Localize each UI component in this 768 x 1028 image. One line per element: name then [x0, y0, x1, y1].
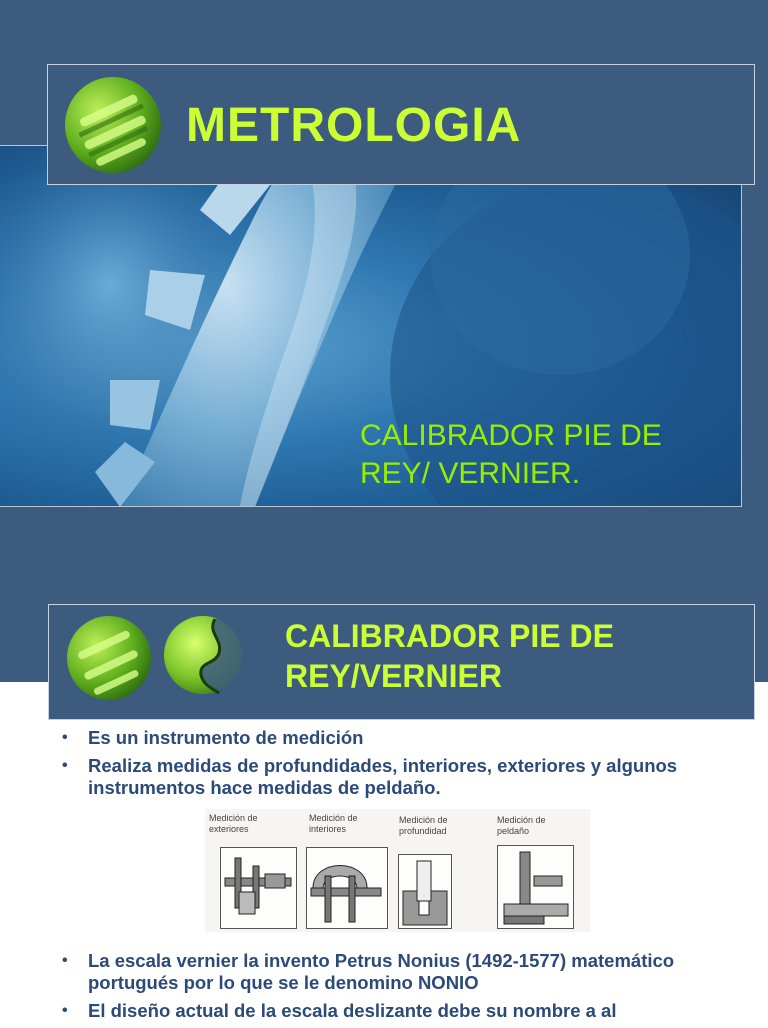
- figure-label: Medición de profundidad: [399, 815, 448, 836]
- slide-title: METROLOGIA: [186, 99, 522, 152]
- depth-measurement-drawing: [398, 854, 452, 929]
- bullet-icon: •: [62, 757, 68, 774]
- bullet-list: [62, 950, 752, 1028]
- interior-measurement-drawing: [306, 847, 388, 929]
- figure-label: Medición de interiores: [309, 813, 358, 834]
- caliper-exterior-icon: [221, 848, 296, 928]
- figure-label: Medición de exteriores: [209, 813, 258, 834]
- figure-label: Medición de peldaño: [497, 815, 546, 836]
- bullet-list: [62, 727, 752, 805]
- green-gear-tooth-icon: [163, 615, 243, 695]
- bullet-text: Realiza medidas de profundidades, interiores, exteriores y algunos instrumentos hace medidas de peldaño.: [88, 755, 678, 798]
- caliper-step-icon: [498, 846, 573, 928]
- caliper-interior-icon: [307, 848, 387, 928]
- bullet-item: [62, 727, 752, 749]
- green-gear-icon: [64, 76, 162, 174]
- bullet-text: El diseño actual de la escala deslizante debe su nombre a al: [88, 1000, 617, 1021]
- green-gear-icon: [66, 615, 152, 701]
- bullet-item: [62, 1000, 752, 1022]
- exterior-measurement-drawing: [220, 847, 297, 929]
- bullet-icon: •: [62, 1002, 68, 1019]
- caliper-depth-icon: [399, 855, 451, 928]
- caliper-measurement-figure: [205, 809, 590, 932]
- bullet-icon: •: [62, 952, 68, 969]
- step-measurement-drawing: [497, 845, 574, 929]
- bullet-icon: •: [62, 729, 68, 746]
- slide-title: CALIBRADOR PIE DE REY/VERNIER: [285, 618, 614, 694]
- bullet-item: [62, 755, 752, 799]
- slide-subtitle: CALIBRADOR PIE DE REY/ VERNIER.: [360, 419, 662, 490]
- bullet-item: [62, 950, 752, 994]
- bullet-text: La escala vernier la invento Petrus Nonius (1492-1577) matemático portugués por lo que se le denomino NONIO: [88, 950, 675, 993]
- bullet-text: Es un instrumento de medición: [88, 727, 364, 748]
- content-slide: [0, 590, 768, 1024]
